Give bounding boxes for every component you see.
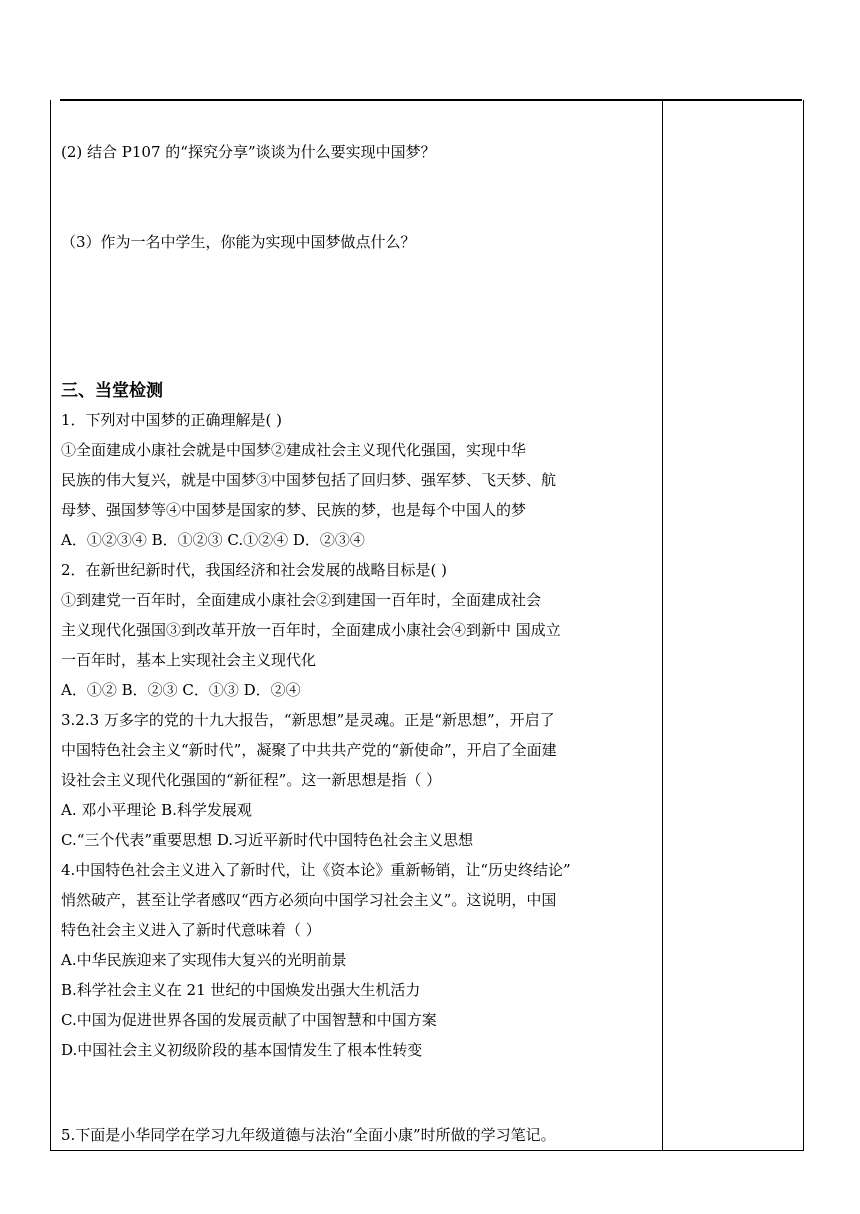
question-5: 5.下面是小华同学在学习九年级道德与法治“全面小康”时所做的学习笔记。	[61, 1126, 556, 1144]
item-line: 3.2.3 万多字的党的十九大报告，“新思想”是灵魂。正是“新思想”，开启了	[61, 711, 555, 729]
item-line: ①全面建成小康社会就是中国梦②建成社会主义现代化强国，实现中华	[61, 441, 527, 459]
item-line: B.科学社会主义在 21 世纪的中国焕发出强大生机活力	[61, 981, 421, 999]
item-line: 2．在新世纪新时代，我国经济和社会发展的战略目标是( )	[61, 561, 448, 579]
item-line: C.中国为促进世界各国的发展贡献了中国智慧和中国方案	[61, 1011, 437, 1029]
item-line: A．①②③④ B．①②③ C.①②④ D．②③④	[61, 531, 365, 549]
item-line: 1．下列对中国梦的正确理解是( )	[61, 411, 283, 429]
item-line: 母梦、强国梦等④中国梦是国家的梦、民族的梦，也是每个中国人的梦	[61, 501, 527, 519]
table-border-bottom	[50, 1150, 804, 1151]
item-line: 主义现代化强国③到改革开放一百年时，全面建成小康社会④到新中 国成立	[61, 621, 561, 639]
item-line: C.“三个代表”重要思想 D.习近平新时代中国特色社会主义思想	[61, 831, 474, 849]
question-3: （3）作为一名中学生，你能为实现中国梦做点什么？	[61, 233, 416, 251]
item-line: A. 邓小平理论 B.科学发展观	[61, 801, 252, 819]
table-border-left	[50, 100, 51, 1151]
question-2: (2) 结合 P107 的“探究分享”谈谈为什么要实现中国梦？	[61, 143, 436, 161]
item-line: ①到建党一百年时，全面建成小康社会②到建国一百年时，全面建成社会	[61, 591, 542, 609]
item-line: D.中国社会主义初级阶段的基本国情发生了根本性转变	[61, 1041, 423, 1059]
item-line: 中国特色社会主义“新时代”，凝聚了中共共产党的“新使命”，开启了全面建	[61, 741, 557, 759]
item-line: 设社会主义现代化强国的“新征程”。这一新思想是指（ ）	[61, 771, 442, 789]
table-column-divider	[662, 100, 663, 1151]
page-header-rule	[60, 99, 802, 101]
item-line: 特色社会主义进入了新时代意味着（ ）	[61, 921, 321, 939]
item-line: 一百年时，基本上实现社会主义现代化	[61, 651, 317, 669]
item-line: A．①② B．②③ C．①③ D．②④	[61, 681, 301, 699]
item-line: 民族的伟大复兴，就是中国梦③中国梦包括了回归梦、强军梦、飞天梦、航	[61, 471, 557, 489]
item-line: 4.中国特色社会主义进入了新时代，让《资本论》重新畅销，让“历史终结论”	[61, 861, 571, 879]
item-line: A.中华民族迎来了实现伟大复兴的光明前景	[61, 951, 347, 969]
table-border-right	[803, 100, 804, 1151]
item-line: 悄然破产，甚至让学者感叹“西方必须向中国学习社会主义”。这说明，中国	[61, 891, 557, 909]
section-title: 三、当堂检测	[61, 381, 163, 401]
